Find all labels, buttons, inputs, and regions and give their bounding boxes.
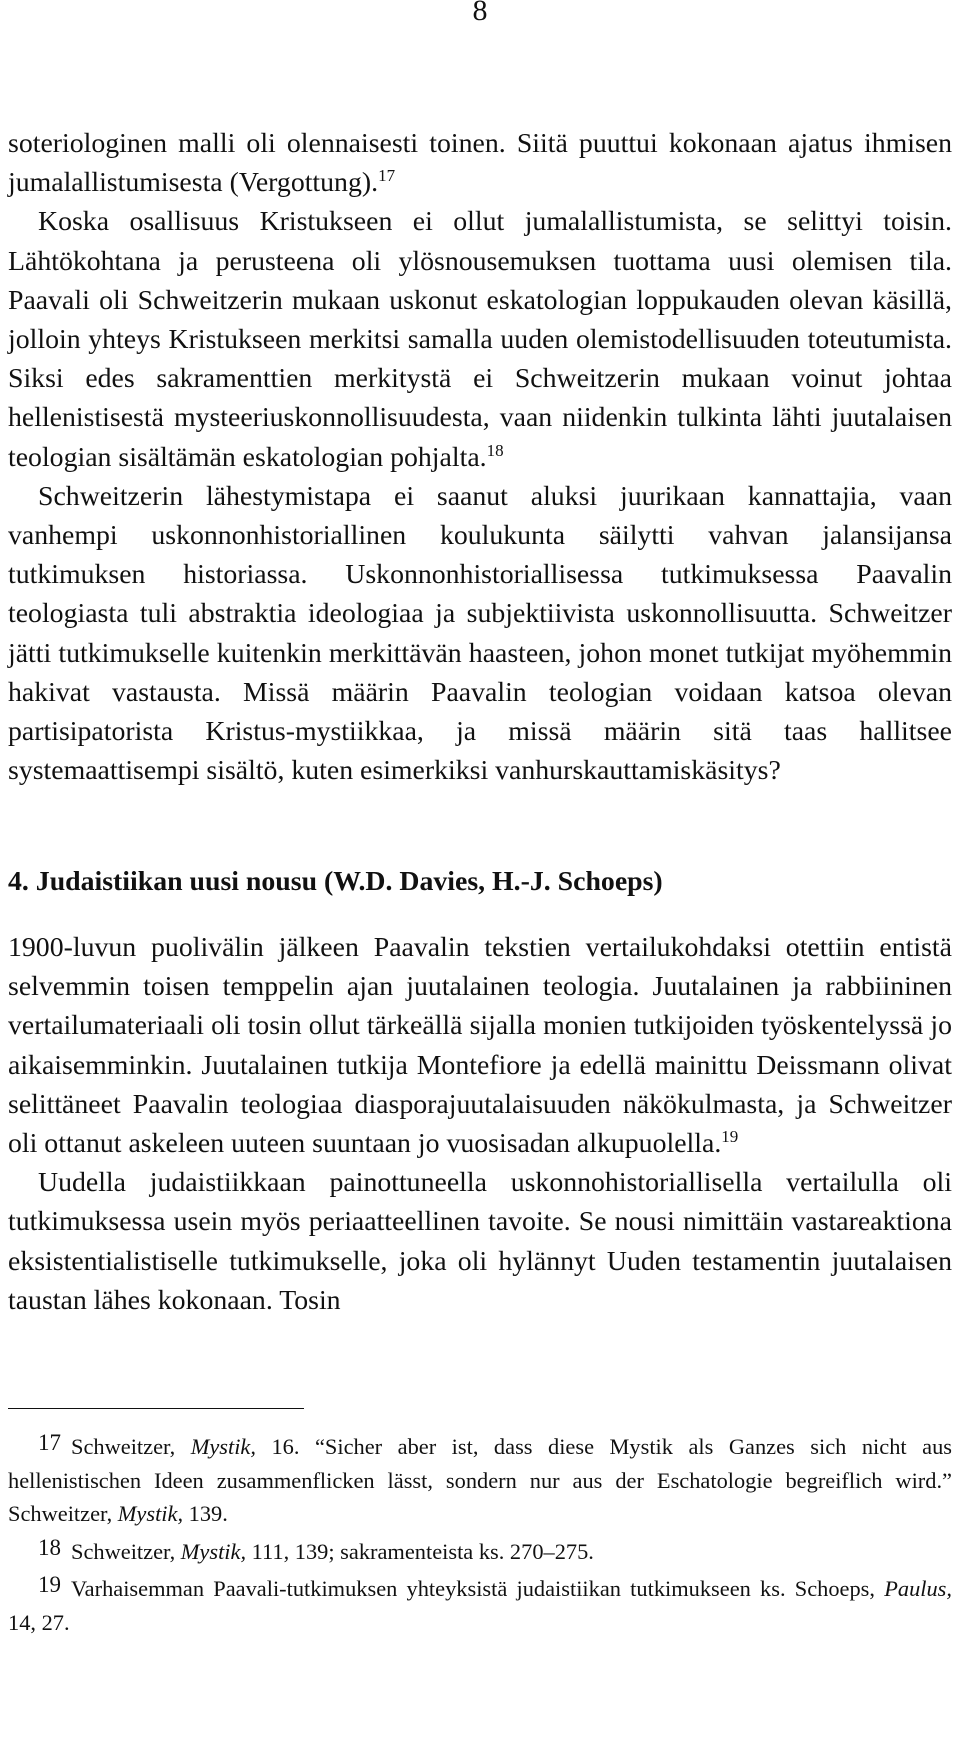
footnote-italic-text: Mystik, [190, 1434, 256, 1459]
footnote-italic-text: Paulus, [884, 1576, 952, 1602]
footnote-text: 139. [183, 1501, 228, 1527]
paragraph-text: Uudella judaistiikkaan painottuneella uskonnohistoriallisella vertailulla oli tutkimuksessa usein myös periaatteellinen tavoite. Se nousi nimittäin vastareaktiona eksistentialistiselle tutkimukselle, joka oli hylännyt Uuden testamentin juutalaisen taustan lähes kokonaan. Tosin [8, 1167, 952, 1316]
footnote [8, 1535, 952, 1569]
paragraph-text: 1900-luvun puolivälin jälkeen Paavalin tekstien vertailukohdaksi otettiin entistä selvemmin toisen temppelin ajan juutalainen teologia. Juutalainen ja rabbiininen vertailumateriaali oli tosin ollut tärkeällä sijalla monien tutkijoiden työskentelyssä jo aikaisemminkin. Juutalainen tutkija Montefiore ja edellä mainittu Deissmann olivat selittäneet Paavalin teologiaa diasporajuutalaisuuden näkökulmasta, ja Schweitzer oli ottanut askeleen uuteen suuntaan jo vuosisadan alkupuolella. [8, 932, 952, 1160]
paragraph [8, 477, 952, 791]
footnote-number: 18 [38, 1534, 61, 1560]
footnote [8, 1572, 952, 1639]
footnote [8, 1430, 952, 1531]
paragraph-text: Schweitzerin lähestymistapa ei saanut aluksi juurikaan kannattajia, vaan vanhempi uskonnonhistoriallinen koulukunta säilytti vahvan jalansijansa tutkimuksen historiassa. Uskonnonhistoriallisessa tutkimuksessa Paavalin teologiasta tuli abstraktia ideologiaa ja subjektiivista uskonnollisuutta. Schweitzer jätti tutkimukselle kuitenkin merkittävän haasteen, johon monet tutkijat myöhemmin hakivat vastausta. Missä määrin Paavalin teologian voidaan katsoa olevan partisipatorista Kristus-mystiikkaa, ja missä määrin sitä taas hallitsee systemaattisempi sisältö, kuten esimerkiksi vanhurskauttamiskäsitys? [8, 480, 952, 787]
paragraph [8, 928, 952, 1163]
paragraph [8, 202, 952, 476]
footnote-text: 111, 139; sakramenteista ks. 270–275. [246, 1538, 594, 1564]
paragraph [8, 1163, 952, 1320]
footnote-italic-text: Mystik, [117, 1501, 184, 1527]
footnotes [8, 1430, 952, 1640]
footnote-text: Schweitzer, [71, 1434, 191, 1459]
footnote-number: 17 [38, 1430, 61, 1455]
paragraph-text: soteriologinen malli oli olennaisesti toinen. Siitä puuttui kokonaan ajatus ihmisen jumalallistumisesta (Vergottung). [8, 128, 952, 199]
footnote-text: 16. “Sicher aber ist, dass diese Mystik als Ganzes sich nicht aus hellenistischen Ideen zusammenflicken lässt, sondern nur aus der Eschatologie begreiflich wird.” Schweitzer, [8, 1434, 952, 1527]
footnote-text: Schweitzer, [71, 1538, 181, 1564]
section-heading: 4. Judaistiikan uusi nousu (W.D. Davies, H.-J. Schoeps) [8, 866, 663, 897]
footnote-reference[interactable]: 17 [378, 166, 396, 186]
footnote-separator [8, 1408, 304, 1409]
footnote-reference[interactable]: 18 [486, 440, 504, 460]
paragraph-text: Koska osallisuus Kristukseen ei ollut jumalallistumista, se selittyi toisin. Lähtökohtana ja perusteena oli ylösnousemuksen tuottama uusi olemisen tila. Paavali oli Schweitzerin mukaan uskonut eskatologian loppukauden olevan käsillä, jolloin yhteys Kristukseen merkitsi samalla uuden olemistodellisuuden toteutumista. Siksi edes sakramenttien merkitystä ei Schweitzerin mukaan voinut johtaa hellenistisestä mysteeriuskonnollisuudesta, vaan niidenkin tulkinta lähti juutalaisen teologian sisältämän eskatologian pohjalta. [8, 206, 952, 473]
footnote-reference[interactable]: 19 [721, 1127, 739, 1147]
page-number: 8 [472, 0, 488, 27]
footnote-number: 19 [38, 1572, 61, 1598]
section-2-body [8, 928, 952, 1320]
section-1-body [8, 124, 952, 790]
footnote-italic-text: Mystik, [180, 1538, 247, 1564]
footnote-text: Varhaisemman Paavali-tutkimuksen yhteyksistä judaistiikan tutkimukseen ks. Schoeps, [71, 1576, 885, 1602]
footnote-text: 14, 27. [8, 1609, 70, 1635]
paragraph [8, 124, 952, 202]
